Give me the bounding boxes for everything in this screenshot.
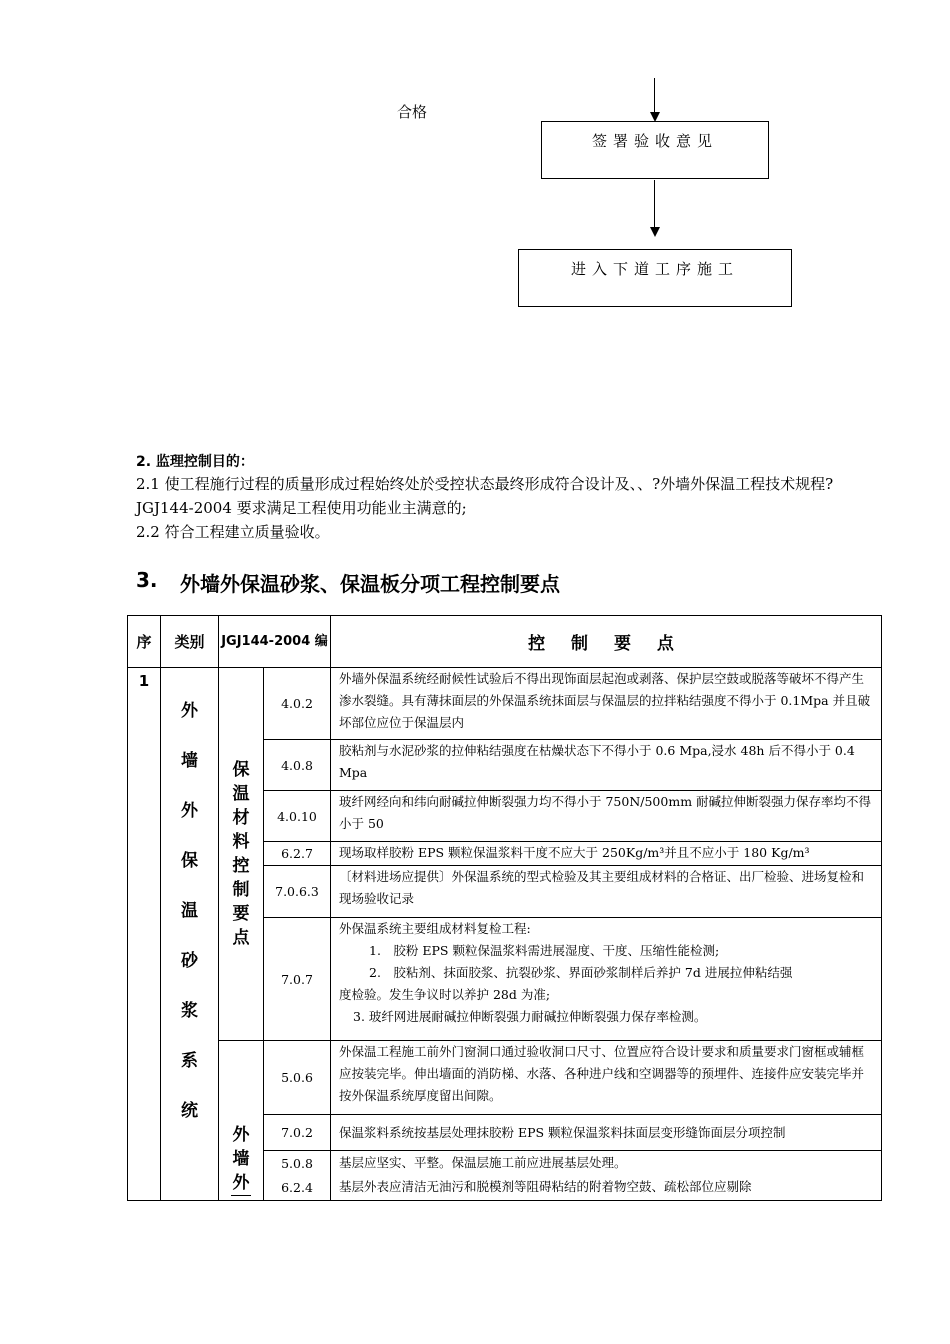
text-5-0-8: 基层应坚实、平整。保温层施工前应进展基层处理。 <box>339 1155 627 1170</box>
header-control-points: 控 制 要 点 <box>331 616 882 668</box>
code-4-0-8: 4.0.8 <box>264 740 331 791</box>
flow-box-sign-opinion: 签署验收意见 <box>541 121 769 179</box>
row-number <box>128 668 161 1201</box>
code-7-0-2: 7.0.2 <box>264 1115 331 1151</box>
text-6-2-7: 现场取样胶粉 EPS 颗粒保温浆料干度不应大于 250Kg/m³并且不应小于 180 Kg/m³ <box>331 842 882 866</box>
section3-title: 外墙外保温砂浆、保温板分项工程控制要点 <box>180 572 560 596</box>
code-5-0-8: 5.0.8 <box>281 1155 313 1171</box>
code-5-0-8-6-2-4 <box>264 1151 331 1201</box>
text-7-0-7-intro: 外保温系统主要组成材料复检工程: <box>339 921 531 936</box>
text-7-0-6-3: 〔材料进场应提供〕外保温系统的型式检验及其主要组成材料的合格证、出厂检验、进场复检和现场验收记录 <box>331 866 882 918</box>
text-7-0-7-item2: 2. 胶粘剂、抹面胶浆、抗裂砂浆、界面砂浆制样后养护 7d 进展拉伸粘结强 <box>369 965 793 980</box>
group-wall-label: 外墙外 <box>231 1123 251 1196</box>
code-7-0-6-3: 7.0.6.3 <box>264 866 331 918</box>
flow-connector-middle <box>654 180 655 228</box>
text-4-0-2: 外墙外保温系统经耐候性试验后不得出现饰面层起泡或剥落、保护层空鼓或脱落等破坏不得产生渗水裂缝。具有薄抹面层的外保温系统抹面层与保温层的拉拌粘结强度不得小于 0.1Mpa 并且破坏部位应位于保温层内 <box>331 668 882 740</box>
header-category: 类别 <box>161 616 219 668</box>
text-7-0-2: 保温浆料系统按基层处理抹胶粉 EPS 颗粒保温浆料抹面层变形缝饰面层分项控制 <box>331 1115 882 1151</box>
section3-number: 3. <box>136 568 158 592</box>
code-5-0-6: 5.0.6 <box>264 1041 331 1115</box>
text-7-0-7-item3: 3. 玻纤网进展耐碱拉伸断裂强力耐碱拉伸断裂强力保存率检测。 <box>353 1009 707 1024</box>
code-4-0-10: 4.0.10 <box>264 791 331 842</box>
text-7-0-7-item1: 1. 胶粉 EPS 颗粒保温浆料需进展湿度、干度、压缩性能检测; <box>369 943 720 958</box>
code-7-0-7: 7.0.7 <box>264 918 331 1041</box>
section2-paragraph-2: 2.2 符合工程建立质量验收。 <box>136 523 330 541</box>
control-points-table <box>127 615 882 1201</box>
header-standard: JGJ144-2004 编 <box>219 616 331 668</box>
arrow-down-icon <box>650 227 660 237</box>
header-seq: 序 <box>128 616 161 668</box>
code-6-2-4: 6.2.4 <box>281 1179 313 1195</box>
row-number-value: 1 <box>138 672 150 690</box>
text-7-0-7 <box>331 918 882 1041</box>
pass-label: 合格 <box>397 103 428 121</box>
text-4-0-10: 玻纤网经向和纬向耐碱拉伸断裂强力均不得小于 750N/500mm 耐碱拉伸断裂强力保存率均不得小于 50 <box>331 791 882 842</box>
code-4-0-2: 4.0.2 <box>264 668 331 740</box>
group-material-cell <box>219 668 264 1041</box>
text-7-0-7-item2-cont: 度检验。发生争议时以养护 28d 为准; <box>339 987 551 1002</box>
text-5-0-6: 外保温工程施工前外门窗洞口通过验收洞口尺寸、位置应符合设计要求和质量要求门窗框或辅框应按装完毕。伸出墙面的消防梯、水落、各种进户线和空调器等的预埋件、连接件应安装完毕并按外保温系统厚度留出间隙。 <box>331 1041 882 1115</box>
group-material-label: 保温材料控制要点 <box>232 760 250 948</box>
flow-connector-top <box>654 78 655 114</box>
category-cell <box>161 668 219 1201</box>
section2-paragraph-1: 2.1 使工程施行过程的质量形成过程始终处於受控状态最终形成符合设计及、、?外墙外保温工程技术规程?JGJ144-2004 要求满足工程使用功能业主满意的; <box>136 475 834 517</box>
flow-box-next-process: 进入下道工序施工 <box>518 249 792 307</box>
category-label: 外墙外保温砂浆系统 <box>181 701 198 1121</box>
text-6-2-4: 基层外表应清洁无油污和脱模剂等阻碍粘结的附着物空鼓、疏松部位应剔除 <box>339 1179 752 1194</box>
section2-title: 2. 监理控制目的： <box>136 454 254 470</box>
group-wall-cell <box>219 1041 264 1201</box>
code-6-2-7: 6.2.7 <box>264 842 331 866</box>
text-5-0-8-6-2-4 <box>331 1151 882 1201</box>
text-4-0-8: 胶粘剂与水泥砂浆的拉伸粘结强度在枯燥状态下不得小于 0.6 Mpa,浸水 48h 后不得小于 0.4 Mpa <box>331 740 882 791</box>
